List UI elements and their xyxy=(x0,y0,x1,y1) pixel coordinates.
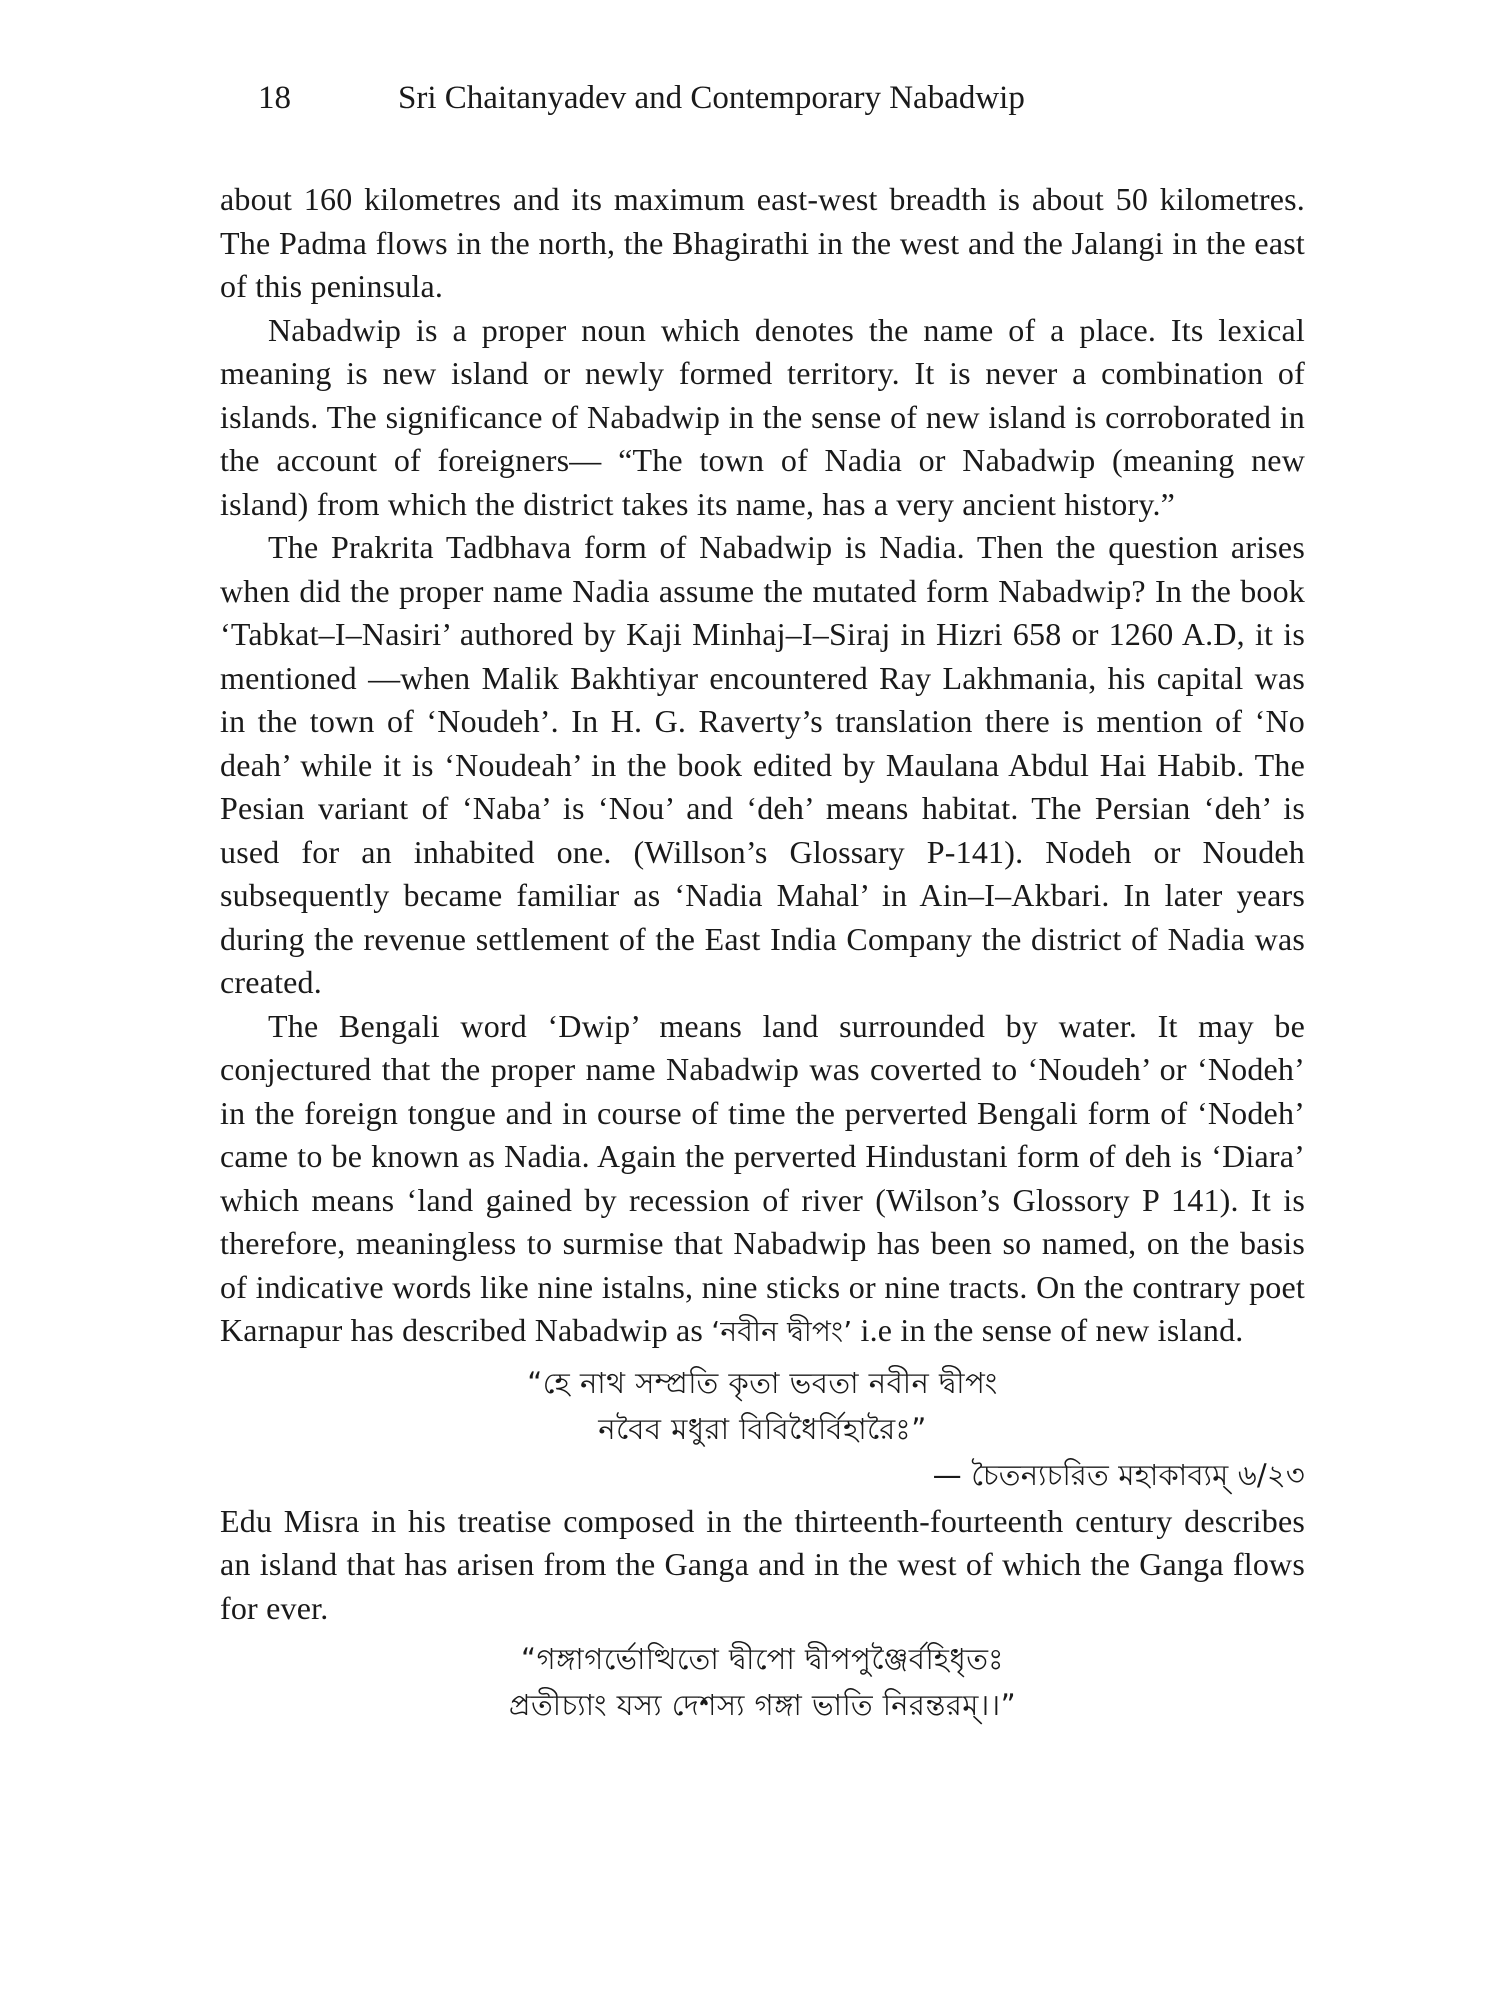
verse-block-edu-misra xyxy=(220,1636,1305,1728)
book-title: Sri Chaitanyadev and Contemporary Nabadwip xyxy=(398,80,1025,116)
body-text xyxy=(220,178,1305,1728)
paragraph-dwip-text: The Bengali word ‘Dwip’ means land surrounded by water. It may be conjectured that the proper name Nabadwip was coverted to ‘Noudeh’ or ‘Nodeh’ in the foreign tongue and in course of time the perverted Bengali form of ‘Nodeh’ came to be known as Nadia. Again the perverted Hindustani form of deh is ‘Diara’ which means ‘land gained by recession of river (Wilson’s Glossory P 141). It is therefore, meaningless to surmise that Nabadwip has been so named, on the basis of indicative words like nine istalns, nine sticks or nine tracts. On the contrary poet Karnapur has described Nabadwip as xyxy=(220,1007,1305,1348)
verse-line: নবৈব মধুরা বিবিধৈর্বিহারৈঃ” xyxy=(598,1411,927,1446)
verse-line: “হে নাথ সম্প্রতি কৃতা ভবতা নবীন দ্বীপং xyxy=(527,1365,998,1400)
paragraph-nabadwip-meaning: Nabadwip is a proper noun which denotes the name of a place. Its lexical meaning is new island or newly formed territory. It is never a combination of islands. The significance of Nabadwip in the sense of new island is corroborated in the account of foreigners— “The town of Nadia or Nabadwip (meaning new island) from which the district takes its name, has a very ancient history.” xyxy=(220,311,1305,522)
verse-line: “গঙ্গাগর্ভোত্থিতো দ্বীপো দ্বীপপুঞ্জৈর্বহিধৃতঃ xyxy=(521,1642,1004,1676)
paragraph-continuation: about 160 kilometres and its maximum east-west breadth is about 50 kilometres. The Padma flows in the north, the Bhagirathi in the west and the Jalangi in the east of this peninsula. xyxy=(220,181,1305,304)
paragraph-prakrita-form: The Prakrita Tadbhava form of Nabadwip is Nadia. Then the question arises when did the proper name Nadia assume the mutated form Nabadwip? In the book ‘Tabkat–I–Nasiri’ authored by Kaji Minhaj–I–Siraj in Hizri 658 or 1260 A.D, it is mentioned —when Malik Bakhtiyar encountered Ray Lakhmania, his capital was in the town of ‘Noudeh’. In H. G. Raverty’s translation there is mention of ‘No deah’ while it is ‘Noudeah’ in the book edited by Maulana Abdul Hai Habib. The Pesian variant of ‘Naba’ is ‘Nou’ and ‘deh’ means habitat. The Persian ‘deh’ is used for an inhabited one. (Willson’s Glossary P-141). Nodeh or Noudeh subsequently became familiar as ‘Nadia Mahal’ in Ain–I–Akbari. In later years during the revenue settlement of the East India Company the district of Nadia was created. xyxy=(220,529,1305,1000)
paragraph-dwip-meaning xyxy=(220,1005,1305,1354)
paragraph-dwip-tail: i.e in the sense of new island. xyxy=(852,1312,1244,1348)
inline-bengali-quote: ‘নবীন দ্বীপং’ xyxy=(711,1315,853,1348)
page-number: 18 xyxy=(258,80,291,116)
running-head xyxy=(258,78,1025,118)
verse-block-karnapur xyxy=(220,1360,1305,1452)
paragraph-edu-misra: Edu Misra in his treatise composed in the thirteenth-fourteenth century describes an island that has arisen from the Ganga and in the west of which the Ganga flows for ever. xyxy=(220,1502,1305,1626)
verse-citation: — চৈতন্যচরিত মহাকাব্যম্ ৬/২৩ xyxy=(932,1457,1305,1492)
verse-line: প্রতীচ্যাং যস্য দেশস্য গঙ্গা ভাতি নিরন্তরম্।।” xyxy=(508,1688,1017,1722)
